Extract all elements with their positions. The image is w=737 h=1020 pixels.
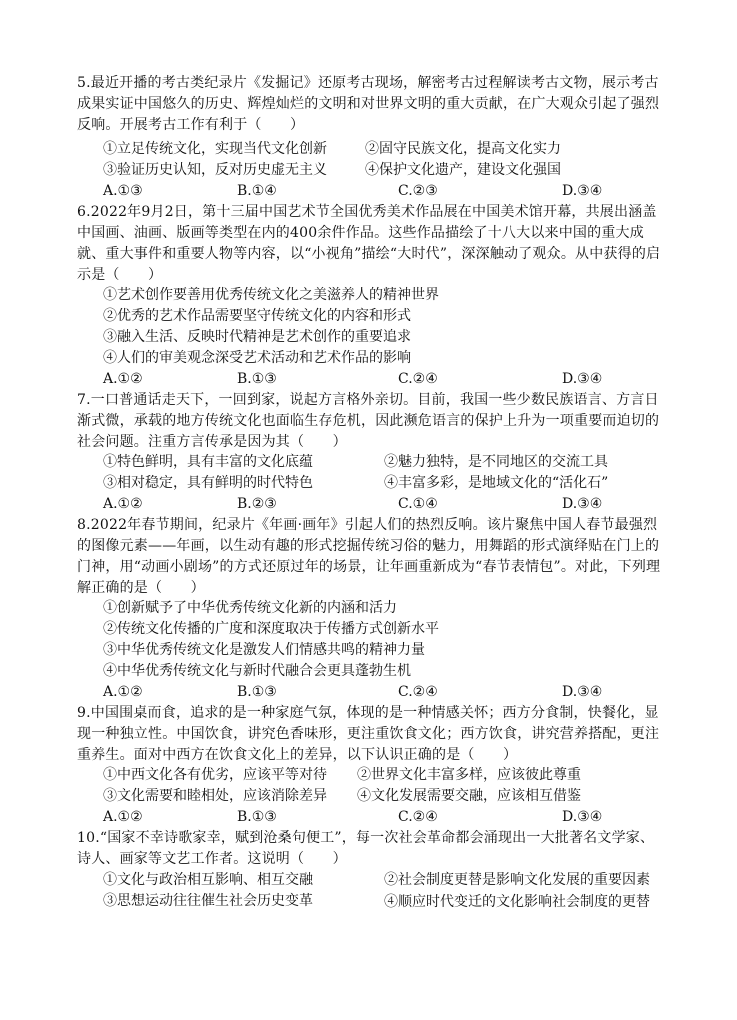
- question-6-answer-c: C.②④: [398, 371, 438, 387]
- question-5-option-3: ③验证历史认知，反对历史虚无主义: [103, 162, 327, 178]
- question-5-option-2: ②固守民族文化，提高文化实力: [365, 141, 561, 157]
- question-5-answer-b: B.①④: [237, 183, 277, 199]
- question-10-stem: 10.“国家不幸诗歌家幸，赋到沧桑句便工”，每一次社会革命都会涌现出一大批著名文学家、诗人、画家等文艺工作者。这说明（ ）: [77, 830, 655, 867]
- question-10-option-2: ②社会制度更替是影响文化发展的重要因素: [384, 872, 650, 888]
- question-7-stem: 7.一口普通话走天下，一回到家，说起方言格外亲切。目前，我国一些少数民族语言、方言日渐式微，承载的地方传统文化也面临生存危机，因此濒危语言的保护上升为一项重要而迫切的社会问题。注重方言传承是因为其（ ）: [77, 392, 660, 450]
- question-10-option-1: ①文化与政治相互影响、相互交融: [103, 872, 313, 888]
- question-8-answer-a: A.①②: [103, 684, 143, 700]
- question-9-option-1: ①中西文化各有优劣，应该平等对待: [103, 767, 327, 783]
- question-9-answer-c: C.②④: [398, 809, 438, 825]
- question-7-answer-b: B.②③: [237, 496, 277, 512]
- question-6-option-2: ②优秀的艺术作品需要坚守传统文化的内容和形式: [103, 308, 411, 324]
- question-5-stem: 5.最近开播的考古类纪录片《发掘记》还原考古现场，解密考古过程解读考古文物，展示考古成果实证中国悠久的历史、辉煌灿烂的文明和对世界文明的重大贡献，在广大观众引起了强烈反响。开展考古工作有利于（ ）: [77, 75, 660, 133]
- question-7-option-1: ①特色鲜明，具有丰富的文化底蕴: [103, 454, 313, 470]
- question-6-option-4: ④人们的审美观念深受艺术活动和艺术作品的影响: [103, 350, 411, 366]
- question-6-answer-b: B.①③: [237, 371, 277, 387]
- question-6-option-3: ③融入生活、反映时代精神是艺术创作的重要追求: [103, 329, 411, 345]
- question-6-answer-d: D.③④: [562, 371, 603, 387]
- question-10-option-3: ③思想运动往往催生社会历史变革: [103, 893, 313, 909]
- question-5-option-1: ①立足传统文化，实现当代文化创新: [103, 141, 327, 157]
- question-9-option-4: ④文化发展需要交融，应该相互借鉴: [357, 788, 581, 804]
- question-7-option-2: ②魅力独特，是不同地区的交流工具: [384, 454, 608, 470]
- question-9-answer-b: B.①③: [237, 809, 277, 825]
- question-9-option-2: ②世界文化丰富多样，应该彼此尊重: [357, 767, 581, 783]
- question-8-option-1: ①创新赋予了中华优秀传统文化新的内涵和活力: [103, 600, 397, 616]
- question-6-stem: 6.2022年9月2日，第十三届中国艺术节全国优秀美术作品展在中国美术馆开幕，共展出涵盖中国画、油画、版画等类型在内的400余件作品。这些作品描绘了十八大以来中国的重大成就、重大事件和重要人物等内容，以“小视角”描绘“大时代”，深深触动了观众。从中获得的启示是（ ）: [77, 204, 661, 283]
- question-7-answer-d: D.③④: [562, 496, 603, 512]
- question-7-answer-a: A.①②: [103, 496, 143, 512]
- question-7-option-3: ③相对稳定，具有鲜明的时代特色: [103, 475, 313, 491]
- question-8-answer-d: D.③④: [562, 684, 603, 700]
- question-6-answer-a: A.①②: [103, 371, 143, 387]
- question-9-answer-a: A.①②: [103, 809, 143, 825]
- question-8-option-2: ②传统文化传播的广度和深度取决于传播方式创新水平: [103, 621, 439, 637]
- question-5-answer-d: D.③④: [562, 183, 603, 199]
- question-9-option-3: ③文化需要和睦相处，应该消除差异: [103, 788, 327, 804]
- question-9-stem: 9.中国围桌而食，追求的是一种家庭气氛，体现的是一种情感关怀；西方分食制，快餐化，显现一种独立性。中国饮食，讲究色香味形，更注重饮食文化；西方饮食，讲究营养搭配，更注重养生。面对中西方在饮食文化上的差异，以下认识正确的是（ ）: [77, 705, 660, 763]
- question-7-answer-c: C.①④: [398, 496, 438, 512]
- question-8-answer-c: C.②④: [398, 684, 438, 700]
- question-8-option-4: ④中华优秀传统文化与新时代融合会更具蓬勃生机: [103, 663, 411, 679]
- question-9-answer-d: D.③④: [562, 809, 603, 825]
- question-10-option-4: ④顺应时代变迁的文化影响社会制度的更替: [384, 894, 650, 910]
- question-8-answer-b: B.①③: [237, 684, 277, 700]
- question-5-answer-c: C.②③: [398, 183, 438, 199]
- question-5-answer-a: A.①③: [103, 183, 143, 199]
- question-8-stem: 8.2022年春节期间，纪录片《年画·画年》引起人们的热烈反响。该片聚焦中国人春节最强烈的图像元素——年画，以生动有趣的形式挖掘传统习俗的魅力，用舞蹈的形式演绎贴在门上的门神，用“动画小剧场”的方式还原过年的场景，让年画重新成为“春节表情包”。对此，下列理解正确的是（ ）: [77, 517, 661, 596]
- question-6-option-1: ①艺术创作要善用优秀传统文化之美滋养人的精神世界: [103, 287, 439, 303]
- question-7-option-4: ④丰富多彩，是地域文化的“活化石”: [384, 475, 609, 491]
- question-5-option-4: ④保护文化遗产，建设文化强国: [365, 162, 561, 178]
- question-8-option-3: ③中华优秀传统文化是激发人们情感共鸣的精神力量: [103, 642, 425, 658]
